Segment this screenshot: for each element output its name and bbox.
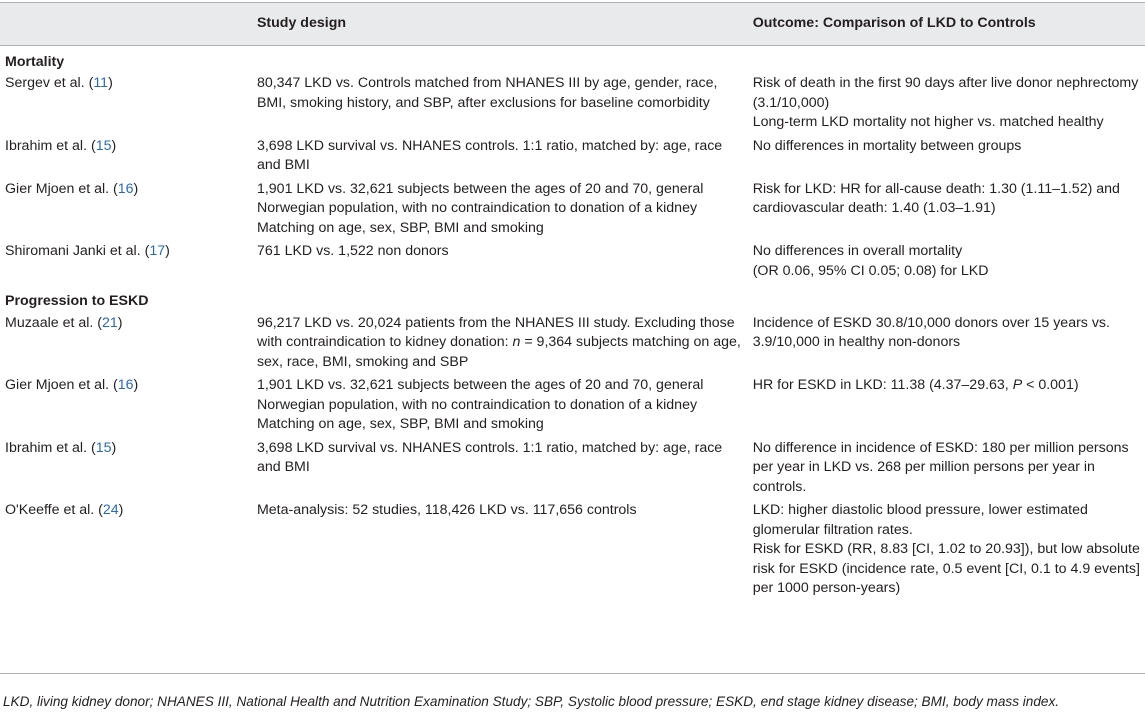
design-cell: 80,347 LKD vs. Controls matched from NHANES III by age, gender, race, BMI, smoking history, and SBP, after exclusions for baseline comorbidity — [256, 75, 718, 111]
design-cell: Meta-analysis: 52 studies, 118,426 LKD vs. 117,656 controls — [256, 502, 637, 518]
design-cell: 1,901 LKD vs. 32,621 subjects between the ages of 20 and 70, general Norwegian population, with no contraindication to donation of a kidney Matching on age, sex, SBP, BMI and smoking — [256, 180, 704, 236]
study-cell: Shiromani Janki et al. (17) — [5, 243, 170, 259]
reference-link[interactable]: 11 — [93, 75, 109, 91]
outcome-cell: No differences in overall mortality (OR 0.06, 95% CI 0.05; 0.08) for LKD — [752, 243, 989, 279]
table-row — [0, 439, 1145, 502]
reference-link[interactable]: 15 — [95, 137, 112, 154]
table-row — [0, 242, 1145, 285]
design-cell: 761 LKD vs. 1,522 non donors — [256, 243, 449, 259]
header-study — [0, 3, 253, 46]
study-cell: Muzaale et al. (21) — [5, 314, 123, 331]
table-row — [0, 137, 1145, 180]
section-title: Progression to ESKD — [5, 293, 149, 309]
table-row — [0, 376, 1145, 439]
results-table — [0, 2, 1145, 603]
study-cell: Gier Mjoen et al. (16) — [5, 180, 139, 197]
outcome-cell: No differences in mortality between groups — [752, 137, 1022, 154]
outcome-cell: No difference in incidence of ESKD: 180 per million persons per year in LKD vs. 268 per million persons per year in controls. — [752, 439, 1129, 495]
header-study-design: Study design — [253, 3, 749, 46]
table-row — [0, 314, 1145, 377]
outcome-cell: Risk for LKD: HR for all-cause death: 1.30 (1.11–1.52) and cardiovascular death: 1.40 (1.03–1.91) — [752, 180, 1120, 216]
reference-link[interactable]: 15 — [95, 439, 112, 456]
design-cell: 1,901 LKD vs. 32,621 subjects between the ages of 20 and 70, general Norwegian population, with no contraindication to donation of a kidney Matching on age, sex, SBP, BMI and smoking — [256, 377, 704, 432]
header-outcome: Outcome: Comparison of LKD to Controls — [749, 3, 1145, 46]
study-cell: Gier Mjoen et al. (16) — [5, 377, 139, 393]
reference-link[interactable]: 16 — [117, 377, 134, 393]
table-row — [0, 74, 1145, 137]
outcome-cell: HR for ESKD in LKD: 11.38 (4.37–29.63, P < 0.001) — [752, 377, 1079, 393]
outcome-cell: Risk of death in the first 90 days after live donor nephrectomy (3.1/10,000) Long-term LKD mortality not higher vs. matched healthy — [752, 75, 1139, 130]
table-row — [0, 180, 1145, 243]
design-cell: 96,217 LKD vs. 20,024 patients from the NHANES III study. Excluding those with contraindication to kidney donation: n = 9,364 subjects matching on age, sex, race, BMI, smoking and SBP — [256, 314, 741, 370]
study-cell: Ibrahim et al. (15) — [5, 137, 117, 154]
reference-link[interactable]: 24 — [102, 502, 119, 518]
reference-link[interactable]: 21 — [102, 314, 118, 331]
reference-link[interactable]: 17 — [149, 243, 166, 259]
study-cell: O'Keeffe et al. (24) — [5, 502, 124, 518]
design-cell: 3,698 LKD survival vs. NHANES controls. 1:1 ratio, matched by: age, race and BMI — [256, 439, 723, 475]
study-cell: Ibrahim et al. (15) — [5, 439, 117, 456]
outcome-cell: LKD: higher diastolic blood pressure, lower estimated glomerular filtration rates. Risk for ESKD (RR, 8.83 [CI, 1.02 to 20.93]), but low absolute risk for ESKD (incidence rate, 0.5 event [CI, 0.1 to 4.9 events] per 1000 person-years) — [752, 502, 1140, 596]
outcome-cell: Incidence of ESKD 30.8/10,000 donors over 15 years vs. 3.9/10,000 in healthy non-donors — [752, 314, 1110, 350]
table-header-row — [0, 3, 1145, 46]
table-footnote: LKD, living kidney donor; NHANES III, National Health and Nutrition Examination Study; SBP, Systolic blood pressure; ESKD, end stage kidney disease; BMI, body mass index. — [0, 673, 1145, 711]
design-cell: 3,698 LKD survival vs. NHANES controls. 1:1 ratio, matched by: age, race and BMI — [256, 137, 723, 173]
reference-link[interactable]: 16 — [117, 180, 134, 197]
section-title: Mortality — [5, 53, 65, 70]
section-row-progression — [0, 285, 1145, 314]
table-row — [0, 501, 1145, 603]
section-row-mortality — [0, 45, 1145, 74]
study-cell: Sergev et al. (11) — [5, 75, 113, 91]
